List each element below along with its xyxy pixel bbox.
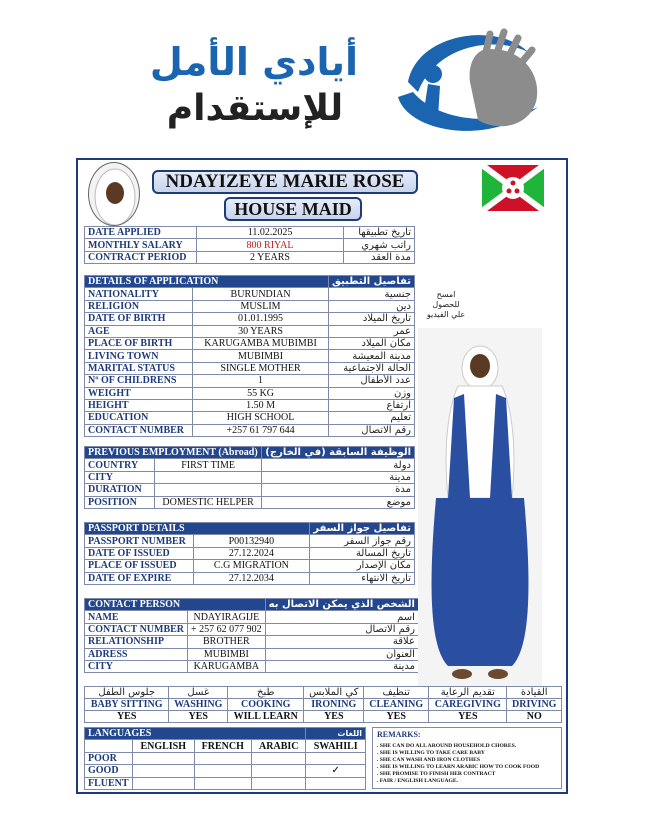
- remark-line: . SHE IS WILLING TO LEARN ARABIC HOW TO COOK FOOD: [377, 764, 540, 770]
- skill-value: YES: [364, 711, 429, 723]
- detail-label: ADRESS: [85, 648, 188, 660]
- section-header: [85, 728, 366, 740]
- detail-label-ar: تاريخ المسالة: [310, 547, 415, 559]
- video-note-line: للحصول: [432, 300, 460, 309]
- section-title-ar: تفاصيل التطبيق: [328, 276, 414, 288]
- language-level-row: [85, 752, 366, 764]
- detail-label: Nº OF CHILDRENS: [85, 375, 193, 387]
- info-label-ar: تاريخ تطبيقها: [344, 227, 415, 239]
- section-title-ar: الشخص الذي يمكن الاتصال به: [265, 599, 418, 611]
- detail-label-ar: رقم جواز السفر: [310, 535, 415, 547]
- detail-label-ar: مكان الميلاد: [328, 337, 414, 349]
- detail-label-ar: تاريخ الميلاد: [328, 313, 414, 325]
- remarks-box: [372, 727, 562, 789]
- detail-value: + 257 62 077 902: [188, 623, 266, 635]
- detail-label: CITY: [85, 660, 188, 672]
- detail-label: PASSPORT NUMBER: [85, 535, 194, 547]
- section-title: LANGUAGES: [85, 728, 306, 740]
- detail-label: RELATIONSHIP: [85, 636, 188, 648]
- language-col: FRENCH: [194, 740, 252, 752]
- detail-label-ar: مدينة: [265, 660, 418, 672]
- language-level: FLUENT: [85, 777, 133, 789]
- application-table: [84, 275, 415, 437]
- detail-row: [85, 288, 415, 300]
- detail-value: 27.12.2034: [193, 572, 310, 584]
- skill-value: YES: [85, 711, 169, 723]
- detail-value: [154, 484, 261, 496]
- detail-row: [85, 496, 415, 508]
- skill-value: YES: [304, 711, 364, 723]
- info-label-ar: راتب شهري: [344, 239, 415, 251]
- section-header: [85, 599, 419, 611]
- detail-label-ar: مدينة: [262, 471, 415, 483]
- skill-label: IRONING: [304, 699, 364, 711]
- skills-ar-row: [85, 687, 562, 699]
- detail-label-ar: جنسية: [328, 288, 414, 300]
- agency-logo-line2: للإستقدام: [166, 88, 344, 129]
- detail-label: DURATION: [85, 484, 155, 496]
- info-row: [85, 239, 415, 251]
- detail-row: [85, 648, 419, 660]
- skill-value: YES: [169, 711, 228, 723]
- burundi-flag-icon: [482, 165, 544, 211]
- info-label: MONTHLY SALARY: [85, 239, 197, 251]
- contact-table: [84, 598, 419, 673]
- detail-value: +257 61 797 644: [193, 424, 329, 436]
- section-title: DETAILS OF APPLICATION: [85, 276, 329, 288]
- detail-value: KARUGAMBA: [188, 660, 266, 672]
- agency-logo-line1: أيادي الأمل: [149, 40, 359, 84]
- detail-label-ar: رقم الاتصال: [328, 424, 414, 436]
- skill-label-ar: تنظيف: [364, 687, 429, 699]
- detail-label: RELIGION: [85, 300, 193, 312]
- detail-row: [85, 484, 415, 496]
- detail-row: [85, 313, 415, 325]
- skills-en-row: [85, 699, 562, 711]
- info-label: CONTRACT PERIOD: [85, 251, 197, 263]
- employment-table: [84, 446, 415, 509]
- detail-label: POSITION: [85, 496, 155, 508]
- detail-value: 1.50 M: [193, 399, 329, 411]
- section-title-ar: تفاصيل جواز السفر: [310, 523, 415, 535]
- remark-line: . FAIR / ENGLISH LANGUAGE.: [377, 778, 459, 784]
- passport-table: [84, 522, 415, 585]
- detail-label-ar: علاقة: [265, 636, 418, 648]
- skill-label: CLEANING: [364, 699, 429, 711]
- detail-row: [85, 611, 419, 623]
- detail-label: HEIGHT: [85, 399, 193, 411]
- candidate-job-title: HOUSE MAID: [224, 197, 362, 221]
- language-col: SWAHILI: [306, 740, 366, 752]
- info-value: 800 RIYAL: [196, 239, 343, 251]
- section-title-ar: الوظيفة السابقة (في الخارج): [262, 447, 415, 459]
- section-title: PASSPORT DETAILS: [85, 523, 310, 535]
- detail-row: [85, 471, 415, 483]
- section-title: CONTACT PERSON: [85, 599, 266, 611]
- info-label: DATE APPLIED: [85, 227, 197, 239]
- detail-row: [85, 325, 415, 337]
- skill-label-ar: طبخ: [228, 687, 304, 699]
- candidate-photo-small: [88, 162, 140, 226]
- detail-value: SINGLE MOTHER: [193, 362, 329, 374]
- detail-row: [85, 337, 415, 349]
- info-row: [85, 251, 415, 263]
- detail-row: [85, 459, 415, 471]
- detail-value: MUSLIM: [193, 300, 329, 312]
- detail-value: C.G MIGRATION: [193, 560, 310, 572]
- detail-row: [85, 399, 415, 411]
- language-col: ARABIC: [252, 740, 306, 752]
- hands-logo-icon: [378, 22, 558, 142]
- detail-label-ar: وزن: [328, 387, 414, 399]
- detail-label: CITY: [85, 471, 155, 483]
- detail-value: KARUGAMBA MUBIMBI: [193, 337, 329, 349]
- detail-label-ar: دين: [328, 300, 414, 312]
- detail-row: [85, 412, 415, 424]
- remark-line: . SHE CAN WASH AND IRON CLOTHES: [377, 757, 480, 763]
- language-level-row: [85, 777, 366, 789]
- detail-value: 27.12.2024: [193, 547, 310, 559]
- video-scan-note: [418, 290, 474, 320]
- detail-label: COUNTRY: [85, 459, 155, 471]
- remarks-title: REMARKS:: [377, 730, 421, 739]
- detail-label: EDUCATION: [85, 412, 193, 424]
- detail-label: DATE OF ISSUED: [85, 547, 194, 559]
- skill-label: DRIVING: [507, 699, 562, 711]
- language-col: ENGLISH: [133, 740, 195, 752]
- detail-row: [85, 660, 419, 672]
- detail-label: DATE OF BIRTH: [85, 313, 193, 325]
- skill-value: WILL LEARN: [228, 711, 304, 723]
- skill-label: COOKING: [228, 699, 304, 711]
- detail-label-ar: ارتفاع: [328, 399, 414, 411]
- language-header-row: [85, 740, 366, 752]
- candidate-photo-full: [418, 328, 542, 686]
- detail-label-ar: رقم الاتصال: [265, 623, 418, 635]
- language-level: POOR: [85, 752, 133, 764]
- agency-header: [0, 0, 672, 150]
- skill-label: CAREGIVING: [429, 699, 507, 711]
- info-value: 11.02.2025: [196, 227, 343, 239]
- skill-label-ar: جلوس الطفل: [85, 687, 169, 699]
- detail-value: BURUNDIAN: [193, 288, 329, 300]
- detail-value: NDAYIRAGIJE: [188, 611, 266, 623]
- detail-row: [85, 375, 415, 387]
- detail-label: DATE OF EXPIRE: [85, 572, 194, 584]
- detail-value: DOMESTIC HELPER: [154, 496, 261, 508]
- detail-label-ar: الحالة الاجتماعية: [328, 362, 414, 374]
- detail-row: [85, 362, 415, 374]
- languages-table: [84, 727, 366, 790]
- detail-label: CONTACT NUMBER: [85, 424, 193, 436]
- detail-value: MUBIMBI: [188, 648, 266, 660]
- detail-label-ar: عمر: [328, 325, 414, 337]
- section-header: [85, 447, 415, 459]
- section-title-ar: اللغات: [306, 728, 366, 740]
- detail-row: [85, 560, 415, 572]
- detail-label-ar: مدة: [262, 484, 415, 496]
- skill-label-ar: كي الملابس: [304, 687, 364, 699]
- detail-row: [85, 535, 415, 547]
- skill-label: BABY SITTING: [85, 699, 169, 711]
- section-title: PREVIOUS EMPLOYMENT (Abroad): [85, 447, 262, 459]
- remark-line: . SHE CAN DO ALL AROUND HOUSEHOLD CHORES.: [377, 743, 517, 749]
- detail-row: [85, 636, 419, 648]
- detail-value: HIGH SCHOOL: [193, 412, 329, 424]
- video-note-line: امسح: [436, 290, 456, 299]
- detail-row: [85, 623, 419, 635]
- skills-value-row: [85, 711, 562, 723]
- detail-row: [85, 572, 415, 584]
- detail-value: 30 YEARS: [193, 325, 329, 337]
- candidate-name: NDAYIZEYE MARIE ROSE: [152, 170, 418, 194]
- detail-label-ar: العنوان: [265, 648, 418, 660]
- top-info-table: [84, 226, 415, 264]
- detail-label-ar: مدينة المعيشة: [328, 350, 414, 362]
- detail-row: [85, 547, 415, 559]
- info-label-ar: مدة العقد: [344, 251, 415, 263]
- skill-value: YES: [429, 711, 507, 723]
- remark-line: . SHE PROMISE TO FINISH HER CONTRACT: [377, 771, 496, 777]
- detail-value: FIRST TIME: [154, 459, 261, 471]
- detail-value: 55 KG: [193, 387, 329, 399]
- info-row: [85, 227, 415, 239]
- detail-label-ar: مكان الإصدار: [310, 560, 415, 572]
- detail-label: CONTACT NUMBER: [85, 623, 188, 635]
- detail-label: AGE: [85, 325, 193, 337]
- detail-row: [85, 350, 415, 362]
- skill-label-ar: القيادة: [507, 687, 562, 699]
- skill-label: WASHING: [169, 699, 228, 711]
- detail-row: [85, 300, 415, 312]
- detail-label: LIVING TOWN: [85, 350, 193, 362]
- detail-label-ar: تعليم: [328, 412, 414, 424]
- detail-value: [154, 471, 261, 483]
- detail-row: [85, 387, 415, 399]
- section-header: [85, 276, 415, 288]
- remark-line: . SHE IS WILLING TO TAKE CARE BABY: [377, 750, 485, 756]
- detail-label-ar: دولة: [262, 459, 415, 471]
- info-value: 2 YEARS: [196, 251, 343, 263]
- language-level: GOOD: [85, 765, 133, 777]
- skill-value: NO: [507, 711, 562, 723]
- detail-value: 01.01.1995: [193, 313, 329, 325]
- detail-value: MUBIMBI: [193, 350, 329, 362]
- detail-label: NATIONALITY: [85, 288, 193, 300]
- detail-label: PLACE OF ISSUED: [85, 560, 194, 572]
- video-note-line: علي الفيديو: [426, 310, 466, 319]
- check-mark-icon: ✓: [306, 765, 366, 777]
- detail-label: MARITAL STATUS: [85, 362, 193, 374]
- detail-label-ar: موضع: [262, 496, 415, 508]
- detail-label-ar: تاريخ الانتهاء: [310, 572, 415, 584]
- detail-value: 1: [193, 375, 329, 387]
- detail-label: PLACE OF BIRTH: [85, 337, 193, 349]
- detail-label-ar: عدد الأطفال: [328, 375, 414, 387]
- detail-label: WEIGHT: [85, 387, 193, 399]
- skill-label-ar: غسل: [169, 687, 228, 699]
- skills-table: [84, 686, 562, 723]
- detail-label: NAME: [85, 611, 188, 623]
- detail-value: P00132940: [193, 535, 310, 547]
- detail-label-ar: اسم: [265, 611, 418, 623]
- detail-value: BROTHER: [188, 636, 266, 648]
- detail-row: [85, 424, 415, 436]
- language-level-row: [85, 765, 366, 777]
- skill-label-ar: تقديم الرعاية: [429, 687, 507, 699]
- section-header: [85, 523, 415, 535]
